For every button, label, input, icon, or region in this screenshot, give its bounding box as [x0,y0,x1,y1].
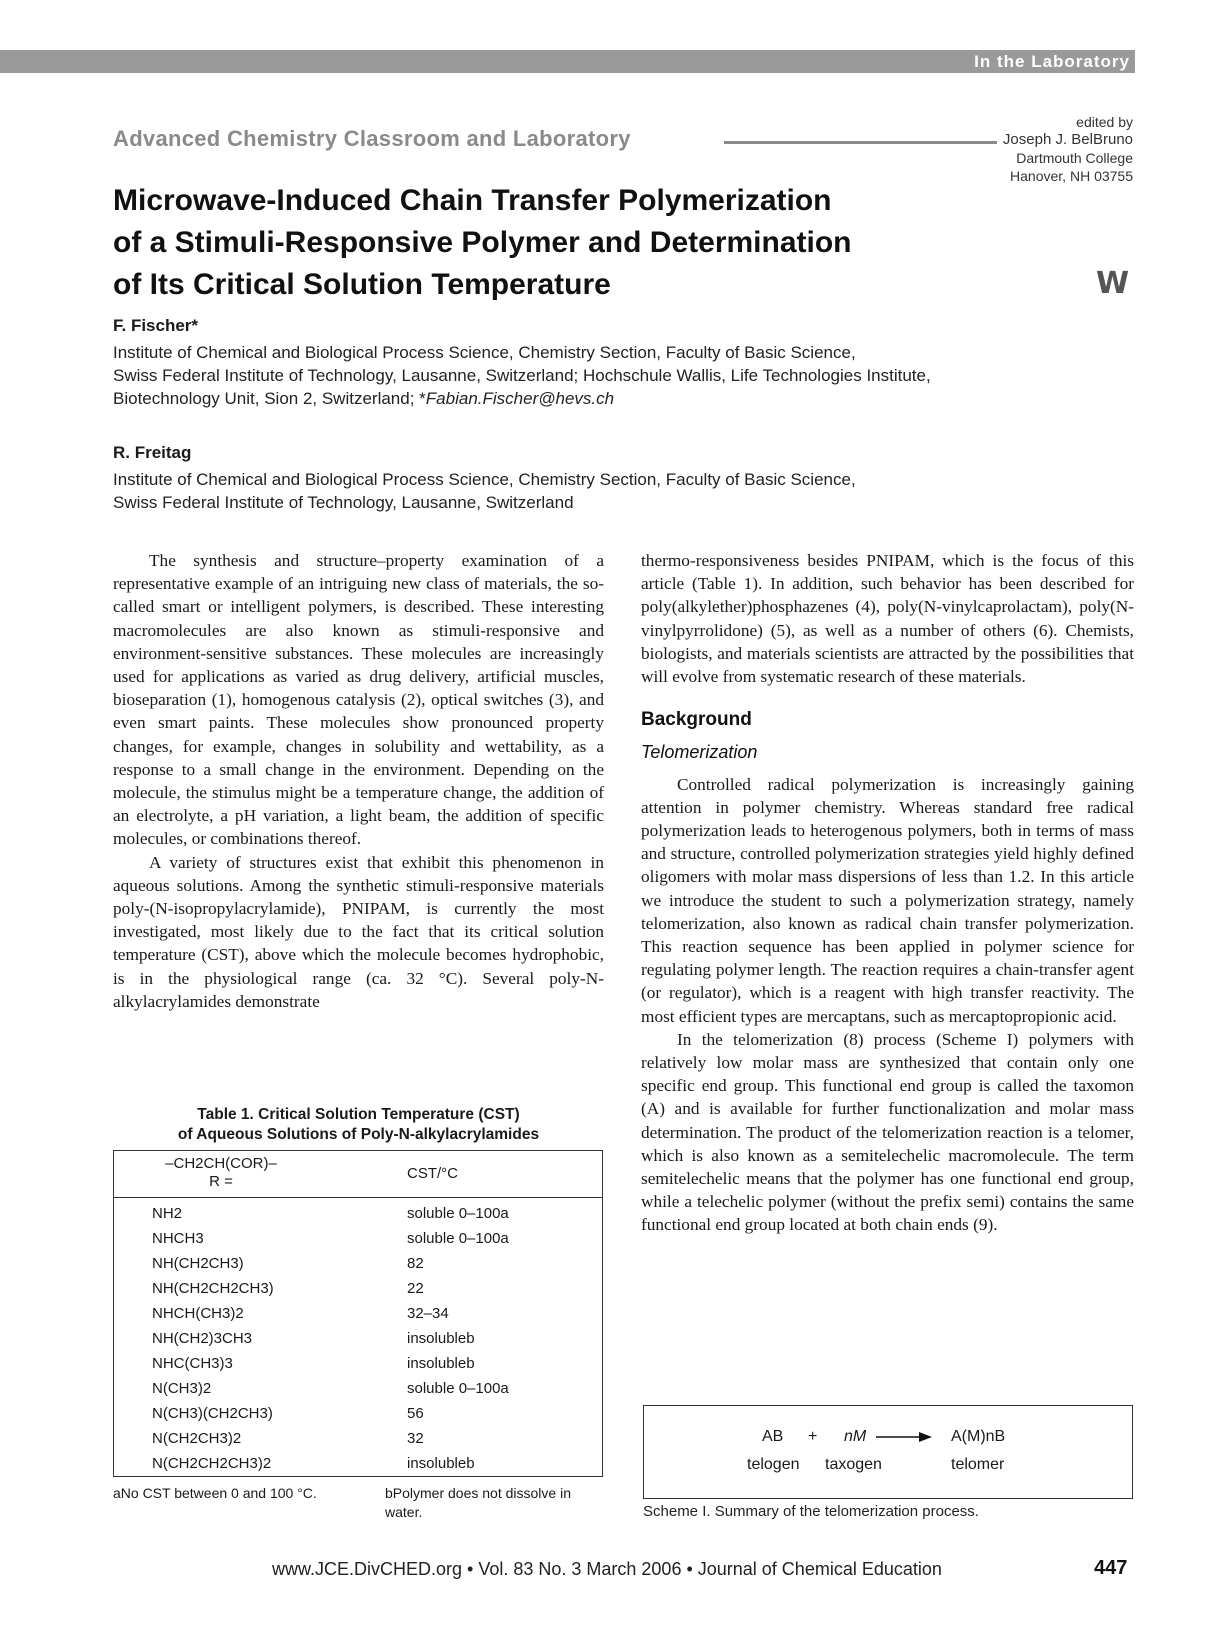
cell-cst: soluble 0–100a [407,1205,509,1222]
scheme-caption: Scheme I. Summary of the telomerization process. [643,1503,979,1520]
cell-cst: insolubleb [407,1355,475,1372]
scheme-product-telomer: A(M)nB [951,1428,1006,1445]
editor-block [1003,113,1133,185]
cell-cst: 22 [407,1280,424,1297]
author-name: R. Freitag [113,443,192,462]
footnote-b: bPolymer does not dissolve in water. [385,1485,571,1520]
author-name: F. Fischer* [113,316,199,335]
article-title [113,180,973,306]
title-line-1: Microwave-Induced Chain Transfer Polymerization [113,184,832,217]
series-rule [724,141,997,144]
cell-r-group: N(CH2CH2CH3)2 [152,1455,272,1472]
editor-affiliation: Dartmouth College [1016,150,1133,166]
column-header-r: –CH2CH(COR)– R = [165,1155,277,1190]
cell-cst: 32 [407,1430,424,1447]
editor-location: Hanover, NH 03755 [1010,168,1133,184]
cell-r-group: N(CH3)(CH2CH3) [152,1405,273,1422]
cell-cst: insolubleb [407,1455,475,1472]
table-row [114,1351,602,1376]
cell-cst: soluble 0–100a [407,1380,509,1397]
section-bar [0,50,1135,73]
scheme-plus: + [808,1428,818,1445]
journal-footer: www.JCE.DivCHED.org • Vol. 83 No. 3 March 2006 • Journal of Chemical Education [272,1559,942,1579]
table-header [114,1151,602,1198]
table-row [114,1251,602,1276]
author-email-link[interactable]: Fabian.Fischer@hevs.ch [425,389,615,408]
table-row [114,1426,602,1451]
editor-name: Joseph J. BelBruno [1002,131,1133,148]
cell-r-group: NHC(CH3)3 [152,1355,233,1372]
author-affiliation: Institute of Chemical and Biological Process Science, Chemistry Section, Faculty of Basic Science, Swiss Federal Institute of Technology, Lausanne, Switzerland; Hochschule Wallis, Life Technologies Institute, Biotechnology Unit, Sion 2, Switzerland; *Fabian.Fischer@hevs.ch [113,343,931,408]
cell-r-group: N(CH2CH3)2 [152,1430,242,1447]
table-row [114,1276,602,1301]
column-header-cst: CST/°C [407,1165,458,1182]
page-number: 447 [1094,1557,1128,1579]
cell-r-group: N(CH3)2 [152,1380,212,1397]
author-affiliation: Institute of Chemical and Biological Process Science, Chemistry Section, Faculty of Basic Science, Swiss Federal Institute of Technology, Lausanne, Switzerland [113,470,856,512]
reaction-arrow-icon [876,1430,932,1444]
cell-r-group: NHCH3 [152,1230,204,1247]
paragraph: A variety of structures exist that exhibit this phenomenon in aqueous solutions. Among the synthetic stimuli-responsive materials poly-(N-isopropylacrylamide), PNIPAM, is currently the most investigated, most likely due to the fact that its critical solution temperature (CST), above which the molecule becomes hydrophobic, is in the physiological range (ca. 32 °C). Several poly-N-alkylacrylamides demonstrate [113,852,604,1011]
edited-by-label: edited by [1076,114,1133,130]
cell-cst: 32–34 [407,1305,449,1322]
section-label: In the Laboratory [974,52,1130,71]
section-heading: Background [641,709,752,731]
body-column-right [641,549,1134,1237]
title-line-2: of a Stimuli-Responsive Polymer and Determination [113,226,852,259]
cell-cst: 82 [407,1255,424,1272]
table-row [114,1226,602,1251]
paragraph: thermo-responsiveness besides PNIPAM, which is the focus of this article (Table 1). In addition, such behavior has been described for poly(alkylether)phosphazenes (4), poly(N-vinylcaprolactam), poly(N-vinylpyrrolidone) (5), as well as a number of others (6). Chemists, biologists, and materials scientists are attracted by the possibilities that will evolve from systematic research of these materials. [641,551,1134,687]
title-line-3: of Its Critical Solution Temperature [113,268,611,301]
subsection-heading: Telomerization [641,742,758,763]
scheme-reactant-taxogen: nM [844,1428,867,1445]
cell-cst: insolubleb [407,1330,475,1347]
scheme-label-telogen: telogen [747,1456,800,1473]
scheme-label-taxogen: taxogen [825,1456,882,1473]
cell-r-group: NH(CH2)3CH3 [152,1330,253,1347]
table-row [114,1401,602,1426]
scheme-label-telomer: telomer [951,1456,1005,1473]
table-row [114,1376,602,1401]
table-row [114,1201,602,1226]
table-row [114,1451,602,1476]
table-caption: Table 1. Critical Solution Temperature (CST) of Aqueous Solutions of Poly-N-alkylacrylamides [177,1106,540,1143]
footnote-a: aNo CST between 0 and 100 °C. [113,1485,317,1501]
paragraph: In the telomerization (8) process (Scheme I) polymers with relatively low molar mass are synthesized that contain only one specific end group. This functional end group is called the taxomon (A) and is available for further functionalization and molar mass determination. The product of the telomerization reaction is a telomer, which is also known as a semitelechelic macromolecule. The term semitelechelic means that the polymer has one functional end group, while a telechelic polymer (without the prefix semi) contains the same functional end group located at both chain ends (9). [641,1029,1134,1235]
cell-r-group: NH(CH2CH3) [152,1255,244,1272]
paragraph: Controlled radical polymerization is increasingly gaining attention in polymer chemistry. Whereas standard free radical polymerization leads to heterogenous polymers, both in terms of mass and structure, controlled polymerization strategies yield highly defined oligomers with molar mass dispersions of less than 1.2. In this article we introduce the student to such a polymerization strategy, namely telomerization, also known as radical chain transfer polymerization. This reaction sequence has been applied in polymer science for regulating polymer length. The reaction requires a chain-transfer agent (or regulator), which is a reagent with high transfer reactivity. The most efficient types are mercaptans, such as mercaptopropionic acid. [641,774,1134,1026]
web-material-icon: W [1096,266,1130,301]
cell-cst: 56 [407,1405,424,1422]
series-title: Advanced Chemistry Classroom and Laboratory [113,126,631,151]
body-column-left [113,549,604,1013]
scheme-box [643,1405,1133,1499]
cell-r-group: NH2 [152,1205,183,1222]
table-row [114,1301,602,1326]
cell-r-group: NH(CH2CH2CH3) [152,1280,274,1297]
paragraph: The synthesis and structure–property examination of a representative example of an intriguing new class of materials, the so-called smart or intelligent polymers, is described. These interesting macromolecules are also known as stimuli-responsive and environment-sensitive substances. These molecules are increasingly used for applications as varied as drug delivery, artificial muscles, bioseparation (1), homogenous catalysis (2), optical switches (3), and even smart paints. These molecules show pronounced property changes, for example, changes in solubility and wettability, as a response to a small change in the environment. Depending on the molecule, the stimulus might be a temperature change, the addition of an electrolyte, a pH variation, a light beam, the addition of specific molecules, or combinations thereof. [113,551,604,849]
cst-table [113,1150,603,1477]
table-row [114,1326,602,1351]
scheme-reactant-telogen: AB [762,1428,784,1445]
cell-cst: soluble 0–100a [407,1230,509,1247]
cell-r-group: NHCH(CH3)2 [152,1305,244,1322]
